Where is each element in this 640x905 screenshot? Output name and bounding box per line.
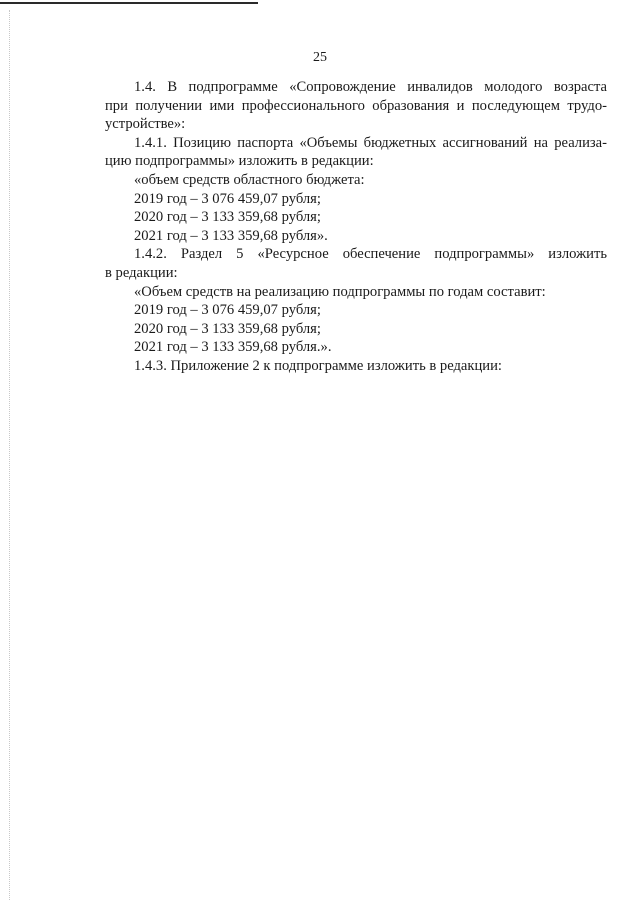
text-line: 2020 год – 3 133 359,68 рубля;: [134, 320, 321, 337]
text-line: 1.4.1. Позицию паспорта «Объемы бюджетных ассигнований на реализа-: [134, 134, 607, 151]
text-line: 1.4.2. Раздел 5 «Ресурсное обеспечение подпрограммы» изложить: [134, 246, 607, 263]
text-line: при получении ими профессионального образования и последующем трудо-: [105, 97, 607, 114]
text-line: 2019 год – 3 076 459,07 рубля;: [134, 302, 321, 319]
scan-edge: [9, 10, 10, 900]
text-line: 1.4. В подпрограмме «Сопровождение инвалидов молодого возраста: [134, 79, 607, 95]
text-line: «Объем средств на реализацию подпрограммы по годам составит:: [134, 283, 546, 300]
text-line: 2020 год – 3 133 359,68 рубля;: [134, 209, 321, 226]
text-line: 1.4.3. Приложение 2 к подпрограмме изложить в редакции:: [134, 357, 502, 374]
text-line: 2019 год – 3 076 459,07 рубля;: [134, 190, 321, 207]
page-number: 25: [313, 50, 327, 65]
document-body: [105, 78, 607, 376]
text-line: в редакции:: [105, 264, 178, 281]
top-rule: [0, 2, 258, 4]
text-line: цию подпрограммы» изложить в редакции:: [105, 153, 374, 170]
text-line: 2021 год – 3 133 359,68 рубля».: [134, 227, 328, 244]
text-line: «объем средств областного бюджета:: [134, 171, 365, 188]
text-line: устройстве»:: [105, 116, 186, 133]
text-line: 2021 год – 3 133 359,68 рубля.».: [134, 339, 332, 356]
